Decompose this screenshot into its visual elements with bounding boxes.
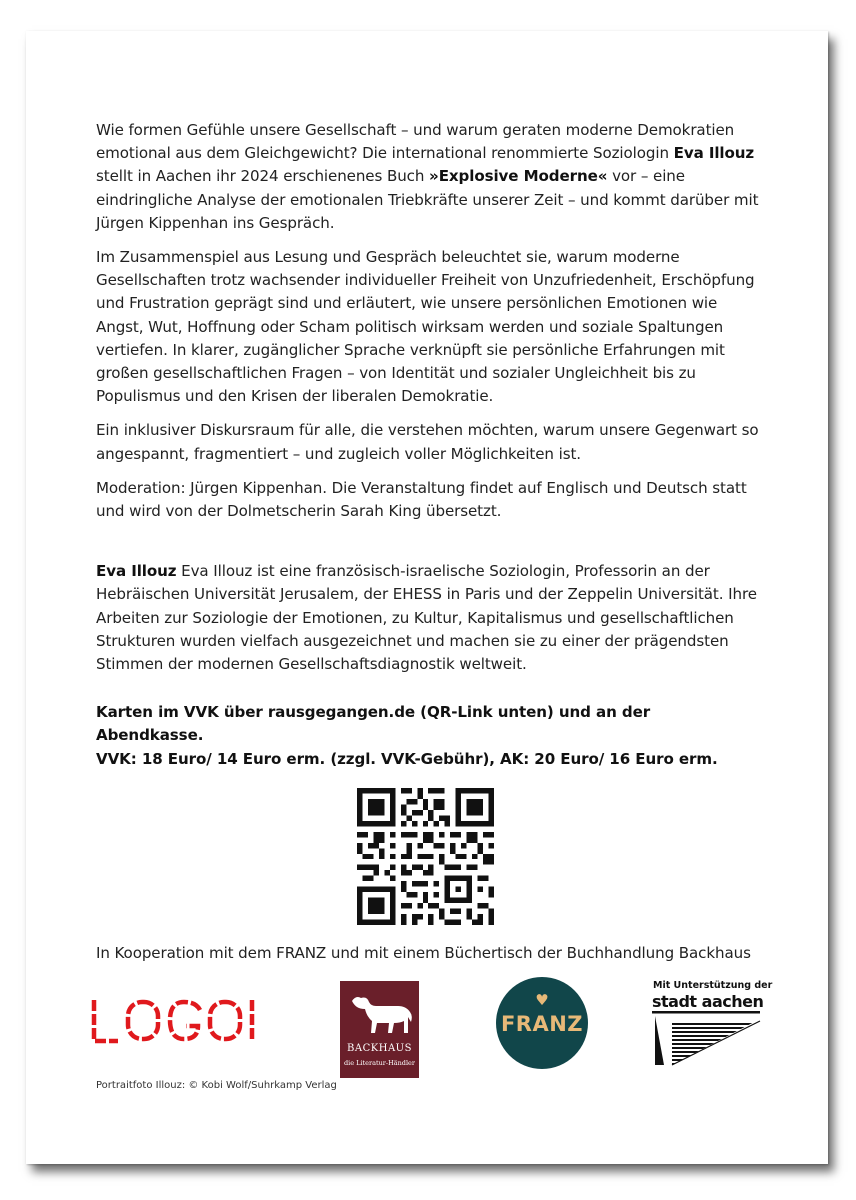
bio-paragraph: Eva Illouz Eva Illouz ist eine französisch-israelische Soziologin, Professorin an der Hebräischen Universität Jerusalem, der EHESS in Paris und der Zeppelin Universität. Ihre Arbeiten zur Soziologie der Emotionen, zu Kultur, Kapitalismus und gesellschaftlichen Strukturen wurden vielfach ausgezeichnet und machen sie zu einer der prägendsten Stimmen der modernen Gesellschaftsdiagnostik weltweit.	[96, 562, 757, 674]
author-name: Eva Illouz	[673, 144, 755, 163]
logoi-text: LOGOI	[90, 998, 94, 999]
backhaus-name: BACKHAUS	[347, 1043, 412, 1054]
logoi-logo	[90, 998, 266, 1044]
intro-paragraph: Wie formen Gefühle unsere Gesellschaft – und warum geraten moderne Demokratien emotional aus dem Gleichgewicht? Die international renommierte Soziologin Eva Illouz stellt in Aachen ihr 2024 erschienenes Buch »Explosive Moderne« vor – eine eindringliche Analyse der emotionalen Triebkräfte unserer Zeit – und kommt darüber mit Jürgen Kippenhan ins Gespräch.	[96, 121, 759, 232]
moderation-paragraph: Moderation: Jürgen Kippenhan. Die Veranstaltung findet auf Englisch und Deutsch statt und wird von der Dolmetscherin Sarah King übersetzt.	[96, 478, 747, 521]
bio-name: Eva Illouz	[96, 562, 177, 581]
audience-paragraph: Ein inklusiver Diskursraum für alle, die verstehen möchten, warum unsere Gegenwart so angespannt, fragmentiert – und zugleich voller Möglichkeiten ist.	[96, 421, 759, 463]
cooperation-note: In Kooperation mit dem FRANZ und mit einem Büchertisch der Buchhandlung Backhaus	[96, 944, 751, 962]
flyer-page	[26, 31, 828, 1164]
heart-icon: ♥	[535, 991, 549, 1009]
flyer-text	[96, 119, 761, 771]
book-title: »Explosive Moderne«	[429, 167, 608, 186]
support-label: Mit Unterstützung der	[653, 980, 773, 991]
backhaus-tagline: die Literatur-Händler	[343, 1059, 415, 1067]
tickets-line-2: VVK: 18 Euro/ 14 Euro erm. (zzgl. VVK-Gebühr), AK: 20 Euro/ 16 Euro erm.	[96, 749, 718, 768]
qr-code[interactable]	[357, 788, 494, 925]
stadt-aachen-logo	[650, 980, 773, 1068]
description-paragraph: Im Zusammenspiel aus Lesung und Gespräch beleuchtet sie, warum moderne Gesellschaften trotz wachsender individueller Freiheit von Unzufriedenheit, Erschöpfung und Frustration geprägt sind und erläutert, wie unsere persönlichen Emotionen wie Angst, Wut, Hoffnung oder Scham politisch wirksam werden und soziale Spaltungen vertiefen. In klarer, zugänglicher Sprache verknüpft sie persönliche Erfahrungen mit großen gesellschaftlichen Fragen – von Identität und sozialer Ungleichheit bis zu Populismus und den Krisen der liberalen Demokratie.	[96, 248, 755, 406]
tickets-line-1: Karten im VVK über rausgegangen.de (QR-Link unten) und an der Abendkasse.	[96, 703, 651, 745]
aachen-emblem-icon	[650, 1011, 762, 1069]
photo-credit: Portraitfoto Illouz: © Kobi Wolf/Suhrkamp Verlag	[96, 1080, 337, 1091]
franz-name: FRANZ	[500, 1012, 584, 1036]
franz-logo	[496, 977, 588, 1069]
dog-icon	[340, 983, 419, 1043]
stadt-aachen-name: stadt aachen	[652, 992, 764, 1011]
backhaus-logo	[340, 981, 419, 1078]
